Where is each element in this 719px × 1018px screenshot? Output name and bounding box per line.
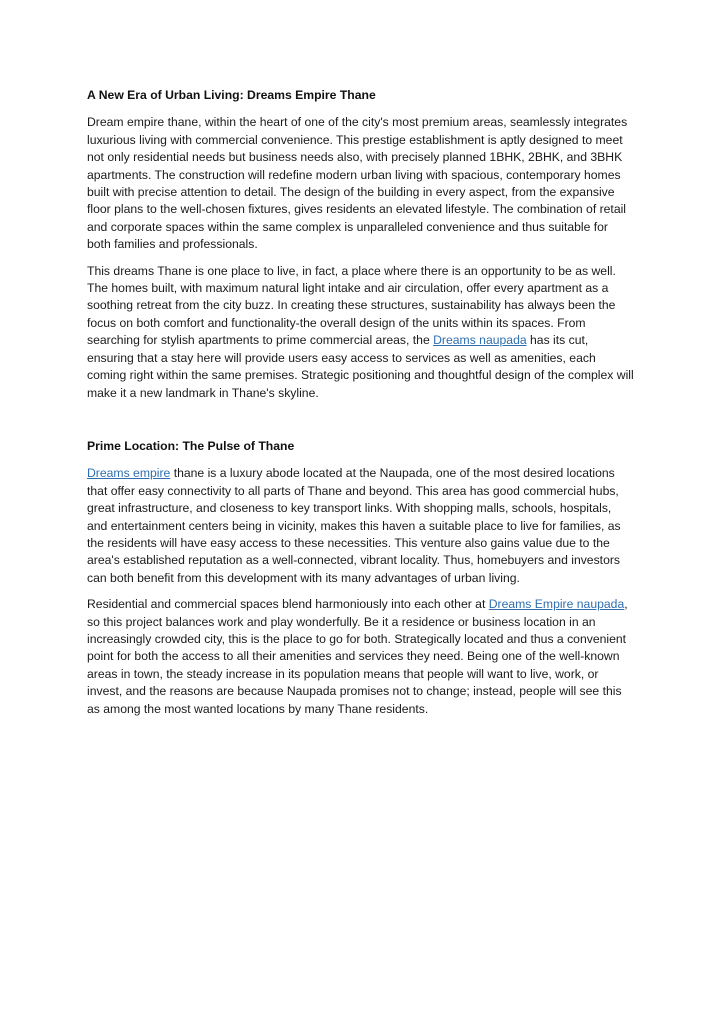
- section-spacer: [87, 411, 635, 438]
- dreams-empire-link[interactable]: Dreams empire: [87, 466, 171, 481]
- paragraph-text: This dreams Thane is one place to live, in fact, a place where there is an opportunity to be as well. The homes built, with maximum natural light intake and air circulation, offer every apartment as a soothing retreat from the city buzz. In creating these structures, sustainability has always been the focus on both comfort and functionality-the overall design of the units within its spaces. From searching for stylish apartments to prime commercial areas, the: [87, 263, 616, 348]
- paragraph-text: Residential and commercial spaces blend harmoniously into each other at: [87, 597, 489, 612]
- paragraph-text: has its cut, ensuring that a stay here will provide users easy access to services as well as amenities, each coming right within the same premises. Strategic positioning and thoughtful design of the complex will make it a new landmark in Thane's skyline.: [87, 333, 634, 400]
- document-page: [87, 87, 635, 727]
- section-heading-prime-location: Prime Location: The Pulse of Thane: [87, 438, 295, 453]
- paragraph-text: thane is a luxury abode located at the Naupada, one of the most desired locations that offer easy connectivity to all parts of Thane and beyond. This area has good commercial hubs, great infrastructure, and closeness to key transport links. With shopping malls, schools, hospitals, and entertainment centers being in vicinity, makes this haven a suitable place to live for families, as the residents will have easy access to these necessities. This venture also gains value due to the area's established reputation as a well-connected, vibrant locality. Thus, homebuyers and investors can both benefit from this development with its many advantages of urban living.: [87, 466, 621, 585]
- paragraph-text: , so this project balances work and play wonderfully. Be it a residence or business location in an increasingly crowded city, this is the place to go for both. Strategically located and thus a convenient point for both the access to all their amenities and services they need. Being one of the well-known areas in town, the steady increase in its population means that people will want to live, work, or invest, and the reasons are because Naupada promises not to change; instead, people will see this as among the most wanted locations by many Thane residents.: [87, 597, 628, 716]
- dreams-naupada-link[interactable]: Dreams naupada: [433, 333, 527, 348]
- paragraph-residential-commercial: [87, 596, 635, 718]
- dreams-empire-naupada-link[interactable]: Dreams Empire naupada: [488, 597, 625, 612]
- section-heading-urban-living: A New Era of Urban Living: Dreams Empire Thane: [87, 88, 376, 102]
- paragraph-dreams-thane: [87, 263, 635, 402]
- paragraph-intro: Dream empire thane, within the heart of one of the city's most premium areas, seamlessly integrates luxurious living with commercial convenience. This prestige establishment is aptly designed to meet not only residential needs but business needs also, with precisely planned 1BHK, 2BHK, and 3BHK apartments. The construction will redefine modern urban living with spacious, contemporary homes built with precise attention to detail. The design of the building in every aspect, from the expansive floor plans to the well-chosen fixtures, gives residents an elevated lifestyle. The combination of retail and corporate spaces within the same complex is unparalleled convenience and thus suitable for both families and professionals.: [87, 115, 628, 252]
- paragraph-location: [87, 465, 635, 587]
